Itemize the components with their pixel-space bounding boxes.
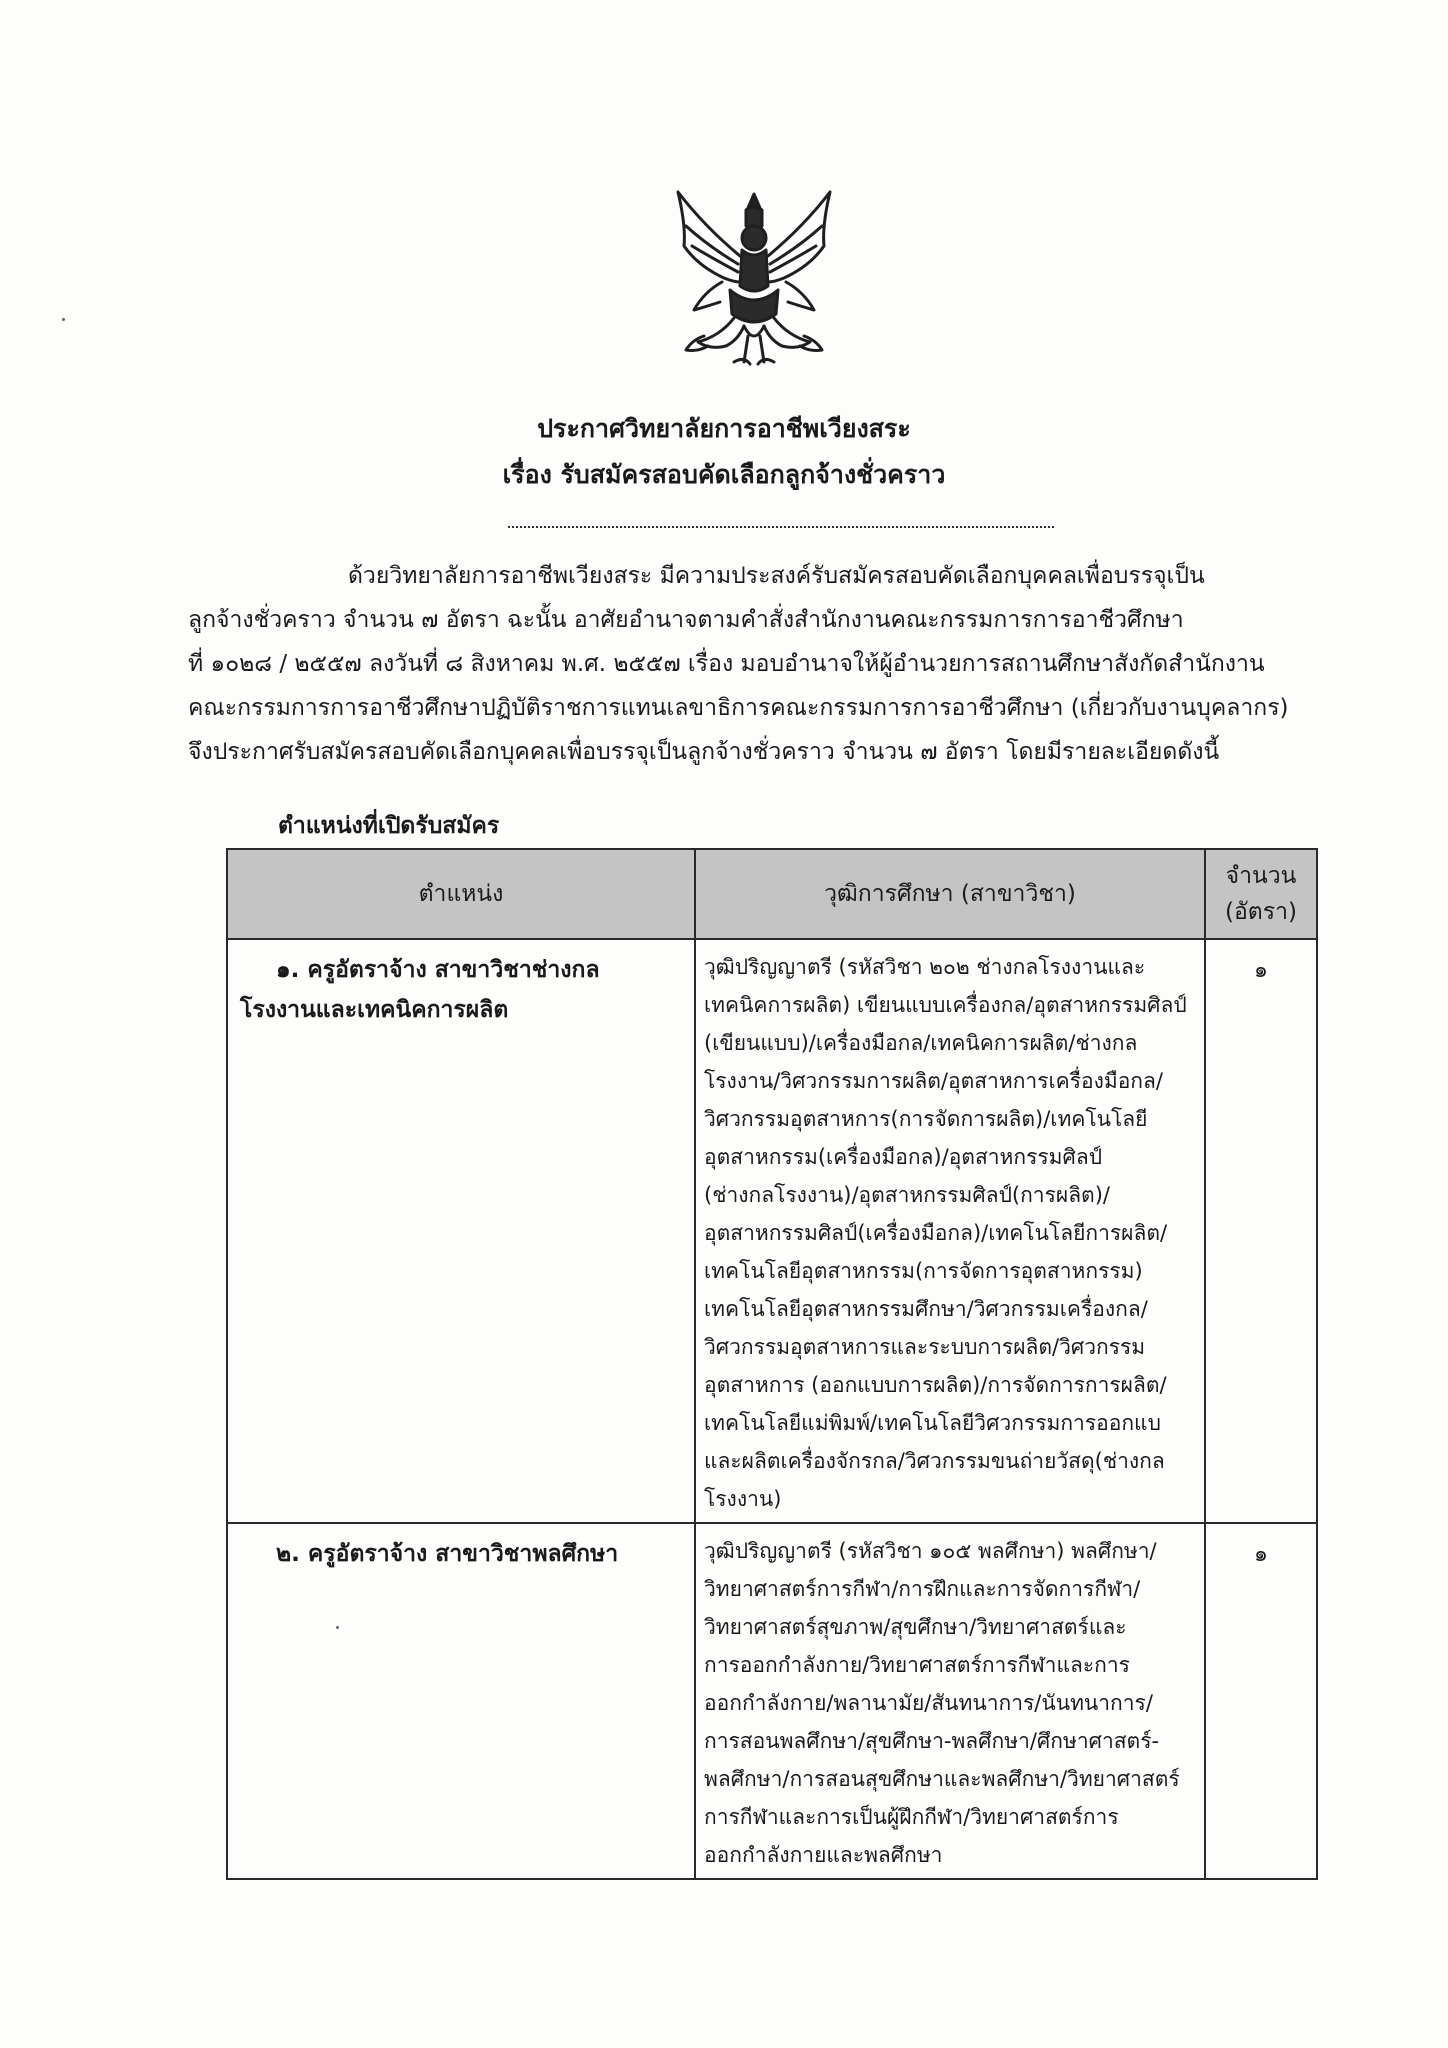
dotted-divider — [508, 526, 1054, 528]
qualification-line: เทคโนโลยีอุตสาหกรรม(การจัดการอุตสาหกรรม) — [704, 1259, 1143, 1283]
position-cell — [227, 939, 695, 1523]
qualification-cell — [695, 1523, 1205, 1879]
position-title: ๒. ครูอัตราจ้าง สาขาวิชาพลศึกษา — [276, 1541, 619, 1567]
header-position: ตำแหน่ง — [227, 849, 695, 939]
qualification-line: (เขียนแบบ)/เครื่องมือกล/เทคนิคการผลิต/ช่างกล — [704, 1031, 1138, 1055]
qualification-line: เทคนิคการผลิต) เขียนแบบเครื่องกล/อุตสาหกรรมศิลป์ — [704, 993, 1187, 1017]
announcement-title: ประกาศวิทยาลัยการอาชีพเวียงสระ — [537, 414, 911, 443]
garuda-emblem-icon — [664, 186, 844, 372]
position-title: ๑. ครูอัตราจ้าง สาขาวิชาช่างกล — [276, 957, 600, 983]
count-cell: ๑ — [1205, 939, 1317, 1523]
qualification-line: วิศวกรรมอุตสาหการและระบบการผลิต/วิศวกรรม — [704, 1335, 1146, 1359]
qualification-line: อุตสาหการ (ออกแบบการผลิต)/การจัดการการผลิต/ — [704, 1373, 1167, 1397]
intro-paragraph — [188, 554, 1312, 774]
qualification-line: การกีฬาและการเป็นผู้ฝึกกีฬา/วิทยาศาสตร์การ — [704, 1805, 1119, 1829]
table-header-row — [227, 849, 1317, 939]
qualification-line: วิศวกรรมอุตสาหการ(การจัดการผลิต)/เทคโนโลยี — [704, 1107, 1148, 1131]
header-qualification: วุฒิการศึกษา (สาขาวิชา) — [695, 849, 1205, 939]
qualification-line: การออกกำลังกาย/วิทยาศาสตร์การกีฬาและการ — [704, 1653, 1130, 1677]
header-count — [1205, 849, 1317, 939]
table-row — [227, 1523, 1317, 1879]
qualification-line: วิทยาศาสตร์สุขภาพ/สุขศึกษา/วิทยาศาสตร์และ — [704, 1615, 1127, 1639]
position-title-cont: โรงงานและเทคนิคการผลิต — [240, 997, 509, 1023]
qualification-line: พลศึกษา/การสอนสุขศึกษาและพลศึกษา/วิทยาศาสตร์ — [704, 1767, 1180, 1791]
qualification-line: โรงงาน/วิศวกรรมการผลิต/อุตสาหการเครื่องมือกล/ — [704, 1069, 1163, 1093]
position-title-line — [240, 950, 682, 990]
qualification-line: (ช่างกลโรงงาน)/อุตสาหกรรมศิลป์(การผลิต)/ — [704, 1183, 1110, 1207]
table-row — [227, 939, 1317, 1523]
qualification-line: อุตสาหกรรมศิลป์(เครื่องมือกล)/เทคโนโลยีการผลิต/ — [704, 1221, 1168, 1245]
position-cell — [227, 1523, 695, 1879]
qualification-line: เทคโนโลยีแม่พิมพ์/เทคโนโลยีวิศวกรรมการออกแบ — [704, 1411, 1161, 1435]
qualification-cell — [695, 939, 1205, 1523]
intro-line: ลูกจ้างชั่วคราว จำนวน ๗ อัตรา ฉะนั้น อาศัยอำนาจตามคำสั่งสำนักงานคณะกรรมการการอาชีวศึกษา — [188, 607, 1184, 633]
intro-line: จึงประกาศรับสมัครสอบคัดเลือกบุคคลเพื่อบรรจุเป็นลูกจ้างชั่วคราว จำนวน ๗ อัตรา โดยมีรายละเอียดดังนี้ — [188, 739, 1220, 765]
qualification-line: อุตสาหกรรม(เครื่องมือกล)/อุตสาหกรรมศิลป์ — [704, 1145, 1103, 1169]
intro-line: ด้วยวิทยาลัยการอาชีพเวียงสระ มีความประสงค์รับสมัครสอบคัดเลือกบุคคลเพื่อบรรจุเป็น — [348, 563, 1205, 589]
count-cell: ๑ — [1205, 1523, 1317, 1879]
scan-speck — [336, 1626, 339, 1629]
scan-speck — [62, 318, 65, 321]
qualification-line: การสอนพลศึกษา/สุขศึกษา-พลศึกษา/ศึกษาศาสตร์- — [704, 1729, 1160, 1753]
qualification-line: วุฒิปริญญาตรี (รหัสวิชา ๑๐๕ พลศึกษา) พลศึกษา/ — [704, 1539, 1157, 1563]
qualification-line: วุฒิปริญญาตรี (รหัสวิชา ๒๐๒ ช่างกลโรงงานและ — [704, 955, 1146, 979]
intro-line: คณะกรรมการการอาชีวศึกษาปฏิบัติราชการแทนเลขาธิการคณะกรรมการการอาชีวศึกษา (เกี่ยวกับงานบุคลากร) — [188, 695, 1289, 721]
qualification-line: ออกกำลังกายและพลศึกษา — [704, 1843, 943, 1867]
qualification-line: เทคโนโลยีอุตสาหกรรมศึกษา/วิศวกรรมเครื่องกล/ — [704, 1297, 1148, 1321]
position-title-line — [240, 1534, 682, 1574]
positions-table — [226, 848, 1318, 1880]
qualification-line: และผลิตเครื่องจักรกล/วิศวกรรมขนถ่ายวัสดุ(ช่างกล — [704, 1449, 1165, 1473]
qualification-line: โรงงาน) — [704, 1487, 782, 1511]
header-count-unit: (อัตรา) — [1225, 899, 1297, 925]
qualification-line: ออกกำลังกาย/พลานามัย/สันทนาการ/นันทนาการ/ — [704, 1691, 1153, 1715]
intro-line: ที่ ๑๐๒๘ / ๒๕๕๗ ลงวันที่ ๘ สิงหาคม พ.ศ. ๒๕๕๗ เรื่อง มอบอำนาจให้ผู้อำนวยการสถานศึกษาสังกัดสำนักงาน — [188, 651, 1265, 677]
header-count-line: จำนวน — [1225, 863, 1297, 889]
section-heading: ตำแหน่งที่เปิดรับสมัคร — [278, 813, 500, 839]
announcement-subject: เรื่อง รับสมัครสอบคัดเลือกลูกจ้างชั่วคราว — [502, 460, 946, 489]
qualification-line: วิทยาศาสตร์การกีฬา/การฝึกและการจัดการกีฬา/ — [704, 1577, 1141, 1601]
